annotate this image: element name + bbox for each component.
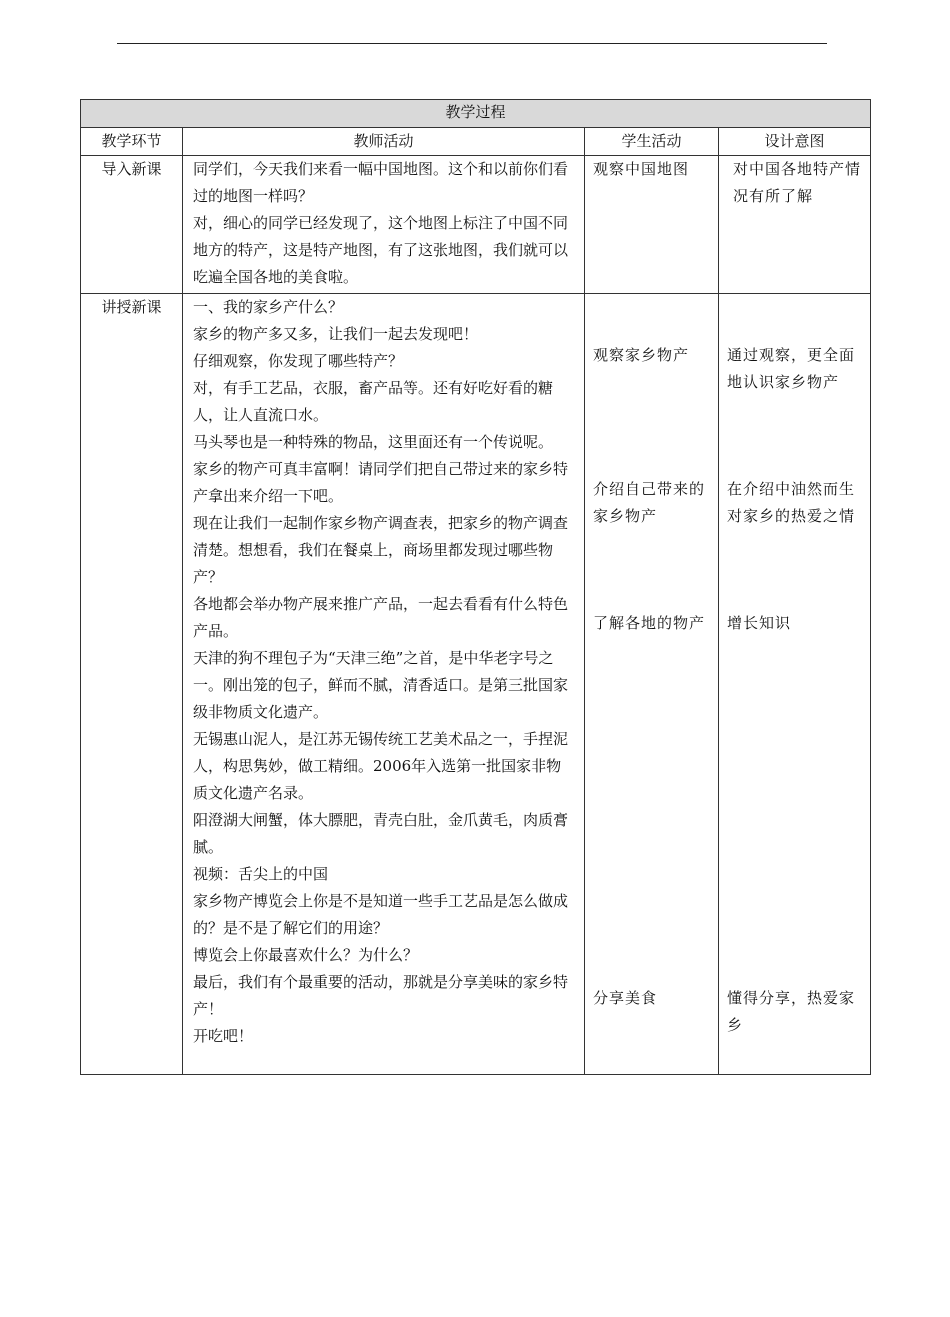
stage-cell: 讲授新课 xyxy=(81,294,183,1075)
stage-cell: 导入新课 xyxy=(81,156,183,294)
intent-cell xyxy=(719,156,871,294)
design-intent: 对中国各地特产情况有所了解 xyxy=(733,160,862,205)
teacher-paragraph: 最后，我们有个最重要的活动，那就是分享美味的家乡特产！ xyxy=(193,973,569,1018)
student-cell xyxy=(585,294,719,1075)
teacher-paragraph: 无锡惠山泥人，是江苏无锡传统工艺美术品之一，手捏泥人，构思隽妙，做工精细。2006年入选第一批国家非物质文化遗产名录。 xyxy=(193,730,569,802)
student-cell xyxy=(585,156,719,294)
student-activity: 了解各地的物产 xyxy=(593,614,706,632)
teaching-process-table xyxy=(80,99,871,1075)
table-title: 教学过程 xyxy=(81,100,871,128)
design-intent: 通过观察，更全面地认识家乡物产 xyxy=(727,346,856,391)
teacher-paragraph: 现在让我们一起制作家乡物产调查表，把家乡的物产调查清楚。想想看，我们在餐桌上，商场里都发现过哪些物产？ xyxy=(193,514,569,586)
design-intent: 增长知识 xyxy=(727,614,792,632)
teacher-paragraph: 仔细观察，你发现了哪些特产？ xyxy=(193,352,404,370)
student-activity: 分享美食 xyxy=(593,989,658,1007)
teacher-paragraph: 家乡物产博览会上你是不是知道一些手工艺品是怎么做成的？是不是了解它们的用途？ xyxy=(193,892,569,937)
design-intent: 在介绍中油然而生对家乡的热爱之情 xyxy=(727,480,856,525)
student-activity: 观察家乡物产 xyxy=(593,346,690,364)
teacher-paragraph: 开吃吧！ xyxy=(193,1027,254,1045)
student-activity: 观察中国地图 xyxy=(593,160,690,178)
header-intent: 设计意图 xyxy=(719,128,871,156)
teacher-paragraph: 马头琴也是一种特殊的物品，这里面还有一个传说呢。 xyxy=(193,433,554,451)
header-teacher: 教师活动 xyxy=(183,128,585,156)
teacher-paragraph: 对，有手工艺品，衣服，畜产品等。还有好吃好看的糖人，让人直流口水。 xyxy=(193,379,554,424)
teacher-paragraph: 视频：舌尖上的中国 xyxy=(193,865,329,883)
table-row xyxy=(81,156,871,294)
teacher-paragraph: 同学们，今天我们来看一幅中国地图。这个和以前你们看过的地图一样吗？ xyxy=(193,160,569,205)
teacher-paragraph: 家乡的物产可真丰富啊！请同学们把自己带过来的家乡特产拿出来介绍一下吧。 xyxy=(193,460,569,505)
teacher-cell xyxy=(183,294,585,1075)
teacher-cell xyxy=(183,156,585,294)
teacher-paragraph: 对，细心的同学已经发现了，这个地图上标注了中国不同地方的特产，这是特产地图，有了这张地图，我们就可以吃遍全国各地的美食啦。 xyxy=(193,214,569,286)
teacher-paragraph: 家乡的物产多又多，让我们一起去发现吧！ xyxy=(193,325,479,343)
teacher-paragraph: 阳澄湖大闸蟹，体大膘肥，青壳白肚，金爪黄毛，肉质膏腻。 xyxy=(193,811,569,856)
teacher-paragraph: 博览会上你最喜欢什么？为什么？ xyxy=(193,946,419,964)
teacher-paragraph: 天津的狗不理包子为“天津三绝”之首，是中华老字号之一。刚出笼的包子，鲜而不腻，清香适口。是第三批国家级非物质文化遗产。 xyxy=(193,649,569,721)
table-row xyxy=(81,294,871,1075)
intent-cell xyxy=(719,294,871,1075)
header-rule xyxy=(117,43,827,44)
header-student: 学生活动 xyxy=(585,128,719,156)
table-header-row xyxy=(81,128,871,156)
design-intent: 懂得分享，热爱家乡 xyxy=(727,989,856,1034)
teacher-paragraph: 各地都会举办物产展来推广产品，一起去看看有什么特色产品。 xyxy=(193,595,569,640)
teacher-paragraph: 一、我的家乡产什么？ xyxy=(193,298,344,316)
header-stage: 教学环节 xyxy=(81,128,183,156)
student-activity: 介绍自己带来的家乡物产 xyxy=(593,480,706,525)
